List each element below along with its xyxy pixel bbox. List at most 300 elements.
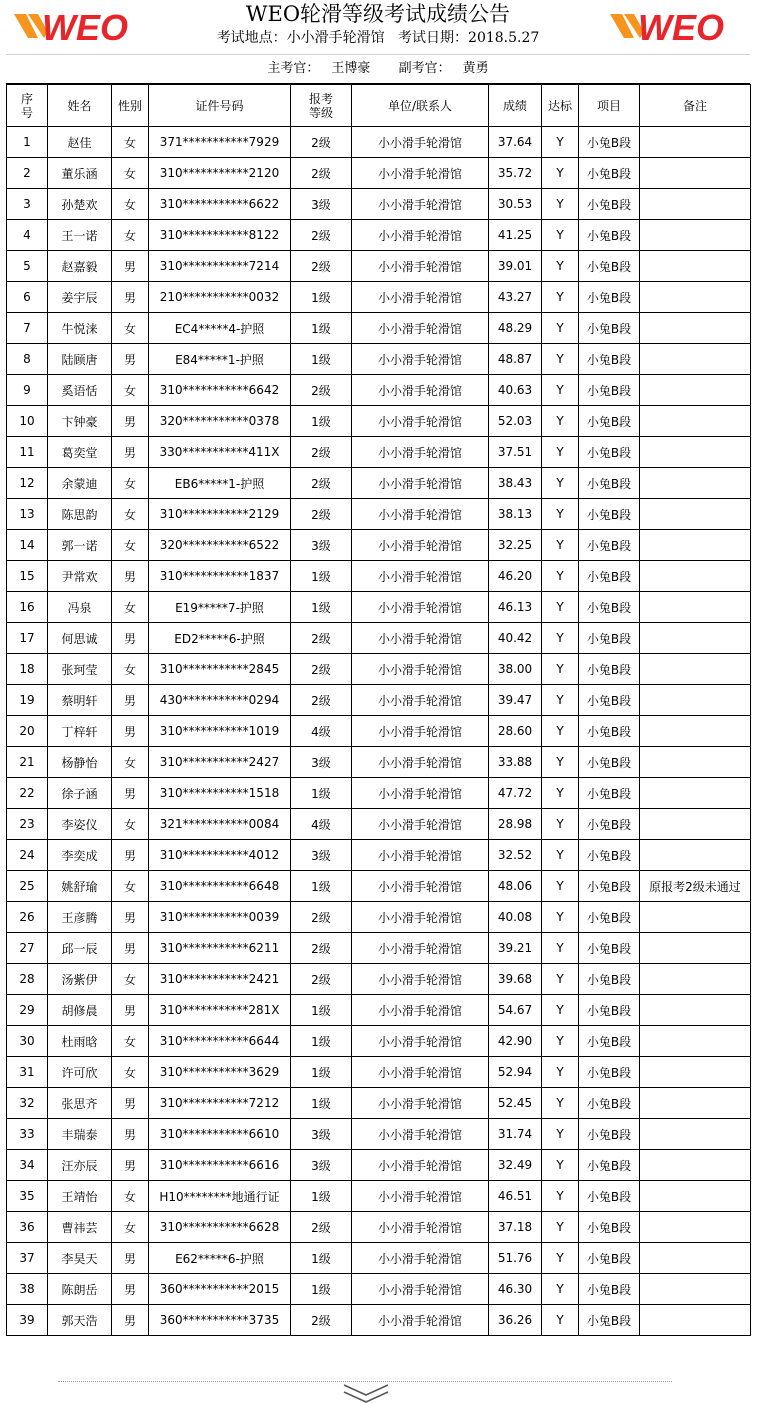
- cell-remark: [640, 282, 751, 313]
- cell-gender: 女: [112, 189, 149, 220]
- cell-level: 1级: [291, 282, 352, 313]
- cell-remark: [640, 1119, 751, 1150]
- cell-remark: [640, 437, 751, 468]
- cell-unit: 小小滑手轮滑馆: [352, 685, 489, 716]
- cell-index: 5: [7, 251, 48, 282]
- cell-level: 1级: [291, 406, 352, 437]
- cell-unit: 小小滑手轮滑馆: [352, 1150, 489, 1181]
- cell-unit: 小小滑手轮滑馆: [352, 251, 489, 282]
- cell-event: 小兔B段: [579, 654, 640, 685]
- cell-remark: [640, 809, 751, 840]
- cell-level: 1级: [291, 1181, 352, 1212]
- cell-remark: [640, 406, 751, 437]
- cell-id-number: 310***********0039: [149, 902, 291, 933]
- cell-unit: 小小滑手轮滑馆: [352, 964, 489, 995]
- cell-name: 卞钟豪: [48, 406, 112, 437]
- cell-event: 小兔B段: [579, 1119, 640, 1150]
- table-row: [7, 375, 751, 406]
- cell-index: 21: [7, 747, 48, 778]
- cell-pass: Y: [542, 995, 579, 1026]
- cell-gender: 男: [112, 561, 149, 592]
- cell-level: 1级: [291, 995, 352, 1026]
- cell-unit: 小小滑手轮滑馆: [352, 1181, 489, 1212]
- cell-id-number: 310***********6610: [149, 1119, 291, 1150]
- cell-name: 杜雨晗: [48, 1026, 112, 1057]
- cell-name: 姜宇辰: [48, 282, 112, 313]
- cell-id-number: 360***********3735: [149, 1305, 291, 1336]
- cell-remark: [640, 623, 751, 654]
- cell-name: 丁梓轩: [48, 716, 112, 747]
- cell-unit: 小小滑手轮滑馆: [352, 654, 489, 685]
- table-row: [7, 964, 751, 995]
- cell-remark: [640, 685, 751, 716]
- cell-index: 9: [7, 375, 48, 406]
- cell-pass: Y: [542, 747, 579, 778]
- cell-pass: Y: [542, 778, 579, 809]
- cell-index: 25: [7, 871, 48, 902]
- cell-event: 小兔B段: [579, 623, 640, 654]
- cell-level: 3级: [291, 189, 352, 220]
- cell-index: 36: [7, 1212, 48, 1243]
- cell-level: 2级: [291, 158, 352, 189]
- table-header-row: [7, 85, 751, 127]
- cell-remark: [640, 220, 751, 251]
- cell-score: 39.47: [489, 685, 542, 716]
- table-row: [7, 809, 751, 840]
- table-row: [7, 685, 751, 716]
- table-row: [7, 871, 751, 902]
- cell-gender: 女: [112, 313, 149, 344]
- cell-gender: 男: [112, 623, 149, 654]
- cell-level: 1级: [291, 1026, 352, 1057]
- cell-gender: 女: [112, 468, 149, 499]
- cell-score: 40.08: [489, 902, 542, 933]
- cell-event: 小兔B段: [579, 995, 640, 1026]
- cell-remark: [640, 1088, 751, 1119]
- cell-remark: [640, 1026, 751, 1057]
- cell-remark: [640, 964, 751, 995]
- cell-index: 1: [7, 127, 48, 158]
- table-row: [7, 437, 751, 468]
- cell-name: 陆顾唐: [48, 344, 112, 375]
- cell-index: 11: [7, 437, 48, 468]
- cell-id-number: 310***********6642: [149, 375, 291, 406]
- cell-event: 小兔B段: [579, 778, 640, 809]
- cell-name: 奚语恬: [48, 375, 112, 406]
- cell-remark: [640, 499, 751, 530]
- cell-id-number: E19*****7-护照: [149, 592, 291, 623]
- cell-name: 徐子涵: [48, 778, 112, 809]
- cell-name: 汤紫伊: [48, 964, 112, 995]
- exam-info: [156, 28, 600, 48]
- date-label: 考试日期：: [398, 30, 469, 46]
- cell-id-number: 310***********1019: [149, 716, 291, 747]
- cell-index: 18: [7, 654, 48, 685]
- cell-unit: 小小滑手轮滑馆: [352, 313, 489, 344]
- cell-name: 胡修晨: [48, 995, 112, 1026]
- column-header-index: 序 号: [7, 85, 48, 127]
- cell-score: 40.63: [489, 375, 542, 406]
- table-row: [7, 654, 751, 685]
- cell-unit: 小小滑手轮滑馆: [352, 871, 489, 902]
- cell-score: 28.98: [489, 809, 542, 840]
- cell-event: 小兔B段: [579, 282, 640, 313]
- weo-logo-left: [12, 6, 152, 46]
- cell-index: 37: [7, 1243, 48, 1274]
- cell-gender: 男: [112, 995, 149, 1026]
- cell-gender: 女: [112, 375, 149, 406]
- cell-score: 47.72: [489, 778, 542, 809]
- cell-index: 24: [7, 840, 48, 871]
- cell-gender: 女: [112, 809, 149, 840]
- cell-level: 2级: [291, 375, 352, 406]
- cell-remark: [640, 902, 751, 933]
- cell-index: 31: [7, 1057, 48, 1088]
- cell-event: 小兔B段: [579, 1243, 640, 1274]
- cell-remark: [640, 654, 751, 685]
- table-body: [7, 127, 751, 1336]
- cell-level: 2级: [291, 437, 352, 468]
- column-header-gender: 性别: [112, 85, 149, 127]
- cell-remark: [640, 561, 751, 592]
- cell-pass: Y: [542, 1119, 579, 1150]
- cell-id-number: EC4*****4-护照: [149, 313, 291, 344]
- cell-gender: 女: [112, 499, 149, 530]
- cell-name: 曹祎芸: [48, 1212, 112, 1243]
- cell-gender: 女: [112, 871, 149, 902]
- cell-gender: 女: [112, 1212, 149, 1243]
- cell-unit: 小小滑手轮滑馆: [352, 933, 489, 964]
- cell-id-number: 310***********1837: [149, 561, 291, 592]
- cell-pass: Y: [542, 1057, 579, 1088]
- cell-level: 2级: [291, 964, 352, 995]
- location-label: 考试地点：: [216, 30, 287, 46]
- cell-name: 张思齐: [48, 1088, 112, 1119]
- cell-name: 冯泉: [48, 592, 112, 623]
- cell-score: 52.03: [489, 406, 542, 437]
- cell-unit: 小小滑手轮滑馆: [352, 1088, 489, 1119]
- cell-level: 2级: [291, 127, 352, 158]
- cell-index: 2: [7, 158, 48, 189]
- cell-name: 赵佳: [48, 127, 112, 158]
- cell-pass: Y: [542, 344, 579, 375]
- cell-level: 2级: [291, 468, 352, 499]
- cell-score: 52.45: [489, 1088, 542, 1119]
- cell-score: 52.94: [489, 1057, 542, 1088]
- cell-remark: [640, 251, 751, 282]
- cell-unit: 小小滑手轮滑馆: [352, 592, 489, 623]
- cell-name: 余蒙迪: [48, 468, 112, 499]
- table-row: [7, 933, 751, 964]
- cell-index: 14: [7, 530, 48, 561]
- cell-index: 13: [7, 499, 48, 530]
- cell-name: 王靖怡: [48, 1181, 112, 1212]
- cell-gender: 男: [112, 716, 149, 747]
- cell-name: 孙楚欢: [48, 189, 112, 220]
- table-row: [7, 1274, 751, 1305]
- cell-id-number: 310***********2427: [149, 747, 291, 778]
- cell-score: 42.90: [489, 1026, 542, 1057]
- table-row: [7, 592, 751, 623]
- cell-unit: 小小滑手轮滑馆: [352, 189, 489, 220]
- cell-level: 2级: [291, 623, 352, 654]
- cell-level: 1级: [291, 1057, 352, 1088]
- cell-score: 33.88: [489, 747, 542, 778]
- cell-event: 小兔B段: [579, 1057, 640, 1088]
- cell-index: 12: [7, 468, 48, 499]
- weo-logo-right: [608, 6, 748, 46]
- cell-index: 3: [7, 189, 48, 220]
- cell-gender: 男: [112, 685, 149, 716]
- cell-name: 许可欣: [48, 1057, 112, 1088]
- cell-score: 37.51: [489, 437, 542, 468]
- cell-id-number: E84*****1-护照: [149, 344, 291, 375]
- cell-id-number: 371***********7929: [149, 127, 291, 158]
- cell-id-number: 310***********2120: [149, 158, 291, 189]
- exam-date: 2018.5.27: [468, 30, 540, 46]
- cell-pass: Y: [542, 468, 579, 499]
- cell-score: 48.29: [489, 313, 542, 344]
- cell-name: 蔡明轩: [48, 685, 112, 716]
- chief-examiner: 主考官： 王博豪: [267, 61, 371, 76]
- cell-name: 李姿仪: [48, 809, 112, 840]
- cell-gender: 男: [112, 1274, 149, 1305]
- cell-pass: Y: [542, 1026, 579, 1057]
- cell-id-number: 310***********6628: [149, 1212, 291, 1243]
- results-sheet: [6, 0, 750, 1336]
- cell-id-number: 320***********0378: [149, 406, 291, 437]
- cell-id-number: 310***********2421: [149, 964, 291, 995]
- cell-remark: [640, 716, 751, 747]
- cell-gender: 女: [112, 654, 149, 685]
- cell-id-number: 310***********3629: [149, 1057, 291, 1088]
- table-row: [7, 716, 751, 747]
- cell-level: 1级: [291, 871, 352, 902]
- cell-level: 1级: [291, 592, 352, 623]
- cell-level: 1级: [291, 1088, 352, 1119]
- cell-unit: 小小滑手轮滑馆: [352, 282, 489, 313]
- cell-gender: 男: [112, 1119, 149, 1150]
- column-header-event: 项目: [579, 85, 640, 127]
- cell-level: 2级: [291, 251, 352, 282]
- cell-gender: 男: [112, 1243, 149, 1274]
- cell-name: 王一诺: [48, 220, 112, 251]
- cell-index: 39: [7, 1305, 48, 1336]
- cell-gender: 男: [112, 778, 149, 809]
- table-row: [7, 1181, 751, 1212]
- cell-pass: Y: [542, 933, 579, 964]
- cell-pass: Y: [542, 1150, 579, 1181]
- cell-name: 邱一辰: [48, 933, 112, 964]
- cell-pass: Y: [542, 158, 579, 189]
- cell-id-number: 430***********0294: [149, 685, 291, 716]
- cell-gender: 女: [112, 158, 149, 189]
- cell-gender: 女: [112, 747, 149, 778]
- cell-unit: 小小滑手轮滑馆: [352, 747, 489, 778]
- table-row: [7, 1212, 751, 1243]
- cell-unit: 小小滑手轮滑馆: [352, 995, 489, 1026]
- cell-unit: 小小滑手轮滑馆: [352, 437, 489, 468]
- cell-level: 3级: [291, 530, 352, 561]
- cell-score: 38.00: [489, 654, 542, 685]
- cell-score: 46.30: [489, 1274, 542, 1305]
- cell-event: 小兔B段: [579, 964, 640, 995]
- table-row: [7, 840, 751, 871]
- cell-score: 38.13: [489, 499, 542, 530]
- cell-unit: 小小滑手轮滑馆: [352, 902, 489, 933]
- cell-level: 1级: [291, 313, 352, 344]
- cell-name: 杨静怡: [48, 747, 112, 778]
- cell-pass: Y: [542, 592, 579, 623]
- cell-unit: 小小滑手轮滑馆: [352, 127, 489, 158]
- cell-event: 小兔B段: [579, 1150, 640, 1181]
- cell-id-number: 310***********7212: [149, 1088, 291, 1119]
- cell-id-number: ED2*****6-护照: [149, 623, 291, 654]
- cell-event: 小兔B段: [579, 840, 640, 871]
- table-row: [7, 561, 751, 592]
- cell-event: 小兔B段: [579, 685, 640, 716]
- cell-index: 7: [7, 313, 48, 344]
- cell-index: 19: [7, 685, 48, 716]
- cell-index: 26: [7, 902, 48, 933]
- chevron-down-icon[interactable]: [340, 1381, 392, 1403]
- cell-pass: Y: [542, 840, 579, 871]
- cell-remark: [640, 1181, 751, 1212]
- cell-level: 2级: [291, 499, 352, 530]
- cell-id-number: 310***********6616: [149, 1150, 291, 1181]
- cell-unit: 小小滑手轮滑馆: [352, 344, 489, 375]
- cell-id-number: 310***********6644: [149, 1026, 291, 1057]
- cell-pass: Y: [542, 871, 579, 902]
- cell-unit: 小小滑手轮滑馆: [352, 716, 489, 747]
- table-row: [7, 406, 751, 437]
- cell-name: 牛悦涞: [48, 313, 112, 344]
- cell-score: 51.76: [489, 1243, 542, 1274]
- cell-event: 小兔B段: [579, 1026, 640, 1057]
- column-header-name: 姓名: [48, 85, 112, 127]
- cell-event: 小兔B段: [579, 251, 640, 282]
- column-header-pass: 达标: [542, 85, 579, 127]
- table-row: [7, 747, 751, 778]
- cell-score: 28.60: [489, 716, 542, 747]
- cell-score: 35.72: [489, 158, 542, 189]
- cell-event: 小兔B段: [579, 220, 640, 251]
- cell-gender: 女: [112, 220, 149, 251]
- cell-id-number: 310***********6211: [149, 933, 291, 964]
- cell-level: 2级: [291, 220, 352, 251]
- cell-name: 陈朗岳: [48, 1274, 112, 1305]
- cell-remark: [640, 1212, 751, 1243]
- table-row: [7, 995, 751, 1026]
- cell-score: 54.67: [489, 995, 542, 1026]
- cell-name: 李昊天: [48, 1243, 112, 1274]
- cell-score: 31.74: [489, 1119, 542, 1150]
- cell-remark: [640, 1057, 751, 1088]
- cell-level: 2级: [291, 933, 352, 964]
- cell-remark: [640, 933, 751, 964]
- cell-level: 2级: [291, 685, 352, 716]
- cell-index: 20: [7, 716, 48, 747]
- table-row: [7, 282, 751, 313]
- cell-level: 2级: [291, 1305, 352, 1336]
- cell-level: 1级: [291, 778, 352, 809]
- table-row: [7, 623, 751, 654]
- table-row: [7, 189, 751, 220]
- cell-remark: [640, 189, 751, 220]
- cell-unit: 小小滑手轮滑馆: [352, 561, 489, 592]
- cell-id-number: 310***********1518: [149, 778, 291, 809]
- cell-unit: 小小滑手轮滑馆: [352, 1212, 489, 1243]
- cell-event: 小兔B段: [579, 127, 640, 158]
- cell-index: 32: [7, 1088, 48, 1119]
- cell-gender: 女: [112, 530, 149, 561]
- table-row: [7, 1057, 751, 1088]
- cell-index: 22: [7, 778, 48, 809]
- cell-score: 48.06: [489, 871, 542, 902]
- cell-unit: 小小滑手轮滑馆: [352, 499, 489, 530]
- cell-index: 23: [7, 809, 48, 840]
- cell-event: 小兔B段: [579, 592, 640, 623]
- cell-pass: Y: [542, 623, 579, 654]
- cell-event: 小兔B段: [579, 1274, 640, 1305]
- cell-gender: 男: [112, 1088, 149, 1119]
- cell-id-number: H10********地通行证: [149, 1181, 291, 1212]
- cell-pass: Y: [542, 189, 579, 220]
- cell-event: 小兔B段: [579, 530, 640, 561]
- table-row: [7, 127, 751, 158]
- cell-id-number: EB6*****1-护照: [149, 468, 291, 499]
- cell-event: 小兔B段: [579, 1181, 640, 1212]
- cell-pass: Y: [542, 1212, 579, 1243]
- cell-pass: Y: [542, 282, 579, 313]
- cell-event: 小兔B段: [579, 313, 640, 344]
- cell-event: 小兔B段: [579, 468, 640, 499]
- cell-id-number: 310***********7214: [149, 251, 291, 282]
- cell-pass: Y: [542, 716, 579, 747]
- table-row: [7, 1150, 751, 1181]
- cell-index: 28: [7, 964, 48, 995]
- cell-pass: Y: [542, 220, 579, 251]
- cell-unit: 小小滑手轮滑馆: [352, 1119, 489, 1150]
- cell-name: 陈思韵: [48, 499, 112, 530]
- header: [6, 0, 750, 55]
- cell-event: 小兔B段: [579, 902, 640, 933]
- cell-event: 小兔B段: [579, 406, 640, 437]
- cell-unit: 小小滑手轮滑馆: [352, 468, 489, 499]
- cell-gender: 男: [112, 344, 149, 375]
- svg-text:WEO: WEO: [42, 7, 128, 46]
- cell-pass: Y: [542, 964, 579, 995]
- examiners-line: [6, 55, 750, 84]
- cell-remark: [640, 158, 751, 189]
- cell-unit: 小小滑手轮滑馆: [352, 1305, 489, 1336]
- page-title: WEO轮滑等级考试成绩公告: [245, 2, 511, 26]
- cell-level: 3级: [291, 840, 352, 871]
- cell-score: 48.87: [489, 344, 542, 375]
- cell-pass: Y: [542, 1243, 579, 1274]
- cell-gender: 女: [112, 1181, 149, 1212]
- table-row: [7, 251, 751, 282]
- cell-name: 郭一诺: [48, 530, 112, 561]
- cell-remark: [640, 313, 751, 344]
- cell-unit: 小小滑手轮滑馆: [352, 778, 489, 809]
- cell-gender: 男: [112, 933, 149, 964]
- cell-level: 4级: [291, 716, 352, 747]
- cell-score: 43.27: [489, 282, 542, 313]
- column-header-level: 报考 等级: [291, 85, 352, 127]
- cell-level: 1级: [291, 561, 352, 592]
- cell-unit: 小小滑手轮滑馆: [352, 1057, 489, 1088]
